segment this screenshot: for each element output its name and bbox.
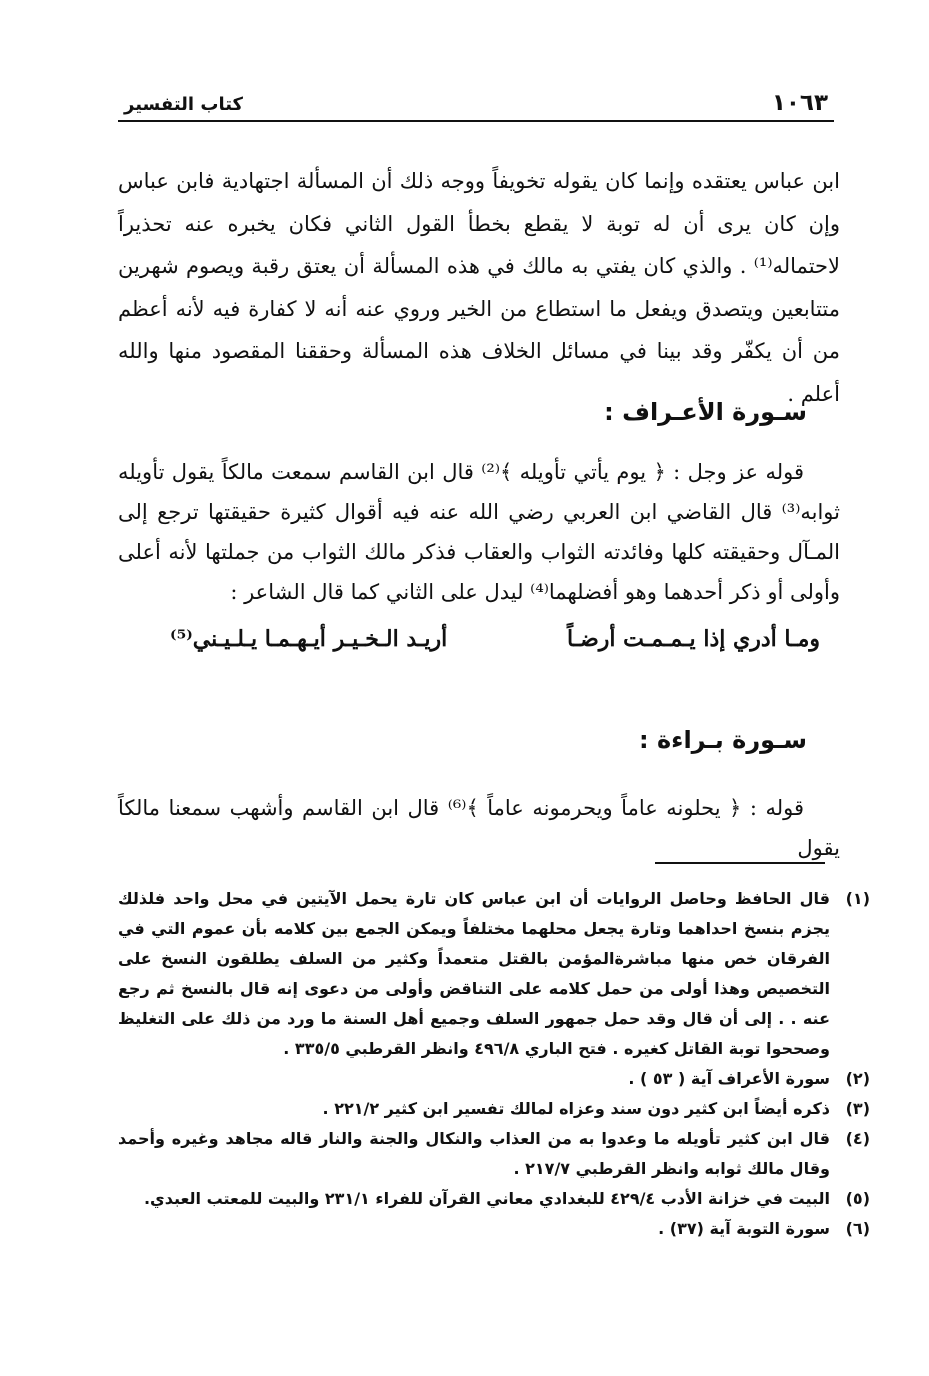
footnote-number: (٥) — [845, 1189, 870, 1208]
footnote-item — [118, 1064, 870, 1094]
baraa-paragraph-block — [118, 788, 840, 868]
verse-first-hemistich: ومـا أدري إذا يـمـمـت أرضـاً — [566, 626, 820, 652]
verse-second-hemistich: أريـد الـخـيـر أيـهـمـا يـلـيـني⁽⁵⁾ — [170, 626, 448, 652]
footnote-divider — [655, 862, 825, 864]
baraa-paragraph: قوله : ﴿ يحلونه عاماً ويحرمونه عاماً ﴾⁽⁶⁾ قال ابن القاسم وأشهب سمعنا مالكاً يقول — [118, 796, 840, 860]
footnote-text: ذكره أيضاً ابن كثير دون سند وعزاه لمالك تفسير ابن كثير ٢٢١/٢ . — [322, 1099, 830, 1118]
footnote-text: سورة الأعراف آية ( ٥٣ ) . — [628, 1069, 830, 1088]
aaraf-paragraph: قوله عز وجل : ﴿ يوم يأتي تأويله ﴾⁽²⁾ قال ابن القاسم سمعت مالكاً يقول تأويله ثوابه⁽³⁾ قال القاضي ابن العربي رضي الله عنه فيه أقوال كثيرة حقيقتها ترجع إلى المـآل وحقيقته كلها وفائدته الثواب والعقاب فذكر مالك الثواب من جملتها لأنه أعلى وأولى أو ذكر أحدهما وهو أفضلهما⁽⁴⁾ ليدل على الثاني كما قال الشاعر : — [118, 460, 840, 604]
footnote-number: (٤) — [845, 1129, 870, 1148]
section-heading-baraa: سـورة بـراءة : — [639, 726, 807, 754]
page-number: ١٠٦٣ — [771, 90, 828, 116]
footnote-item — [118, 1184, 870, 1214]
footnote-number: (٦) — [845, 1219, 870, 1238]
footnote-item — [118, 884, 870, 1064]
footnote-text: قال الحافظ وحاصل الروايات أن ابن عباس كان تارة يحمل الآيتين في محل واحد فلذلك يجزم بنسخ احداهما وتارة يجعل محلهما مختلفاً ويمكن الجمع بين كلامه بأن عموم التي في الفرقان خص منها مباشرةالمؤمن بالقتل متعمداً وكثير من السلف يطلقون النسخ على التخصيص وهذا أولى من حمل كلامه على التناقض وأولى من دعوى إنه قال بالنسخ ثم رجع عنه . . إلى أن قال وقد حمل جمهور السلف وجميع أهل السنة ما ورد من ذلك على التغليظ وصححوا توبة القاتل كغيره . فتح الباري ٤٩٦/٨ وانظر القرطبي ٣٣٥/٥ . — [118, 889, 830, 1058]
footnotes — [118, 884, 870, 1244]
footnote-number: (١) — [845, 889, 870, 908]
footnote-item — [118, 1094, 870, 1124]
running-title: كتاب التفسير — [124, 94, 244, 115]
poetry-verse — [170, 620, 820, 664]
intro-paragraph-block — [118, 160, 840, 415]
footnote-text: البيت في خزانة الأدب ٤٢٩/٤ للبغدادي معاني القرآن للفراء ٢٣١/١ والبيت للمعتب العبدي. — [143, 1189, 830, 1208]
intro-paragraph: ابن عباس يعتقده وإنما كان يقوله تخويفاً ووجه ذلك أن المسألة اجتهادية فابن عباس وإن كان يرى أن له توبة لا يقطع بخطأ القول الثاني فكان يخبره عنه تحذيراً لاحتماله⁽¹⁾ . والذي كان يفتي به مالك في هذه المسألة أن يعتق رقبة ويصوم شهرين متتابعين ويتصدق ويفعل ما استطاع من الخير وروي عنه أنه لا كفارة فيه لأنه أعظم من أن يكفّر وقد بينا في مسائل الخلاف هذه المسألة وحققنا المقصود منها والله أعلم . — [118, 169, 840, 406]
aaraf-paragraph-block — [118, 452, 840, 612]
page-header — [118, 88, 834, 122]
footnote-item — [118, 1124, 870, 1184]
footnote-number: (٣) — [845, 1099, 870, 1118]
footnote-number: (٢) — [845, 1069, 870, 1088]
footnote-text: قال ابن كثير تأويله ما وعدوا به من العذاب والنكال والجنة والنار قاله مجاهد وغيره وأحمد وقال مالك ثوابه وانظر القرطبي ٢١٧/٧ . — [118, 1129, 830, 1178]
footnote-item — [118, 1214, 870, 1244]
section-heading-aaraf: سـورة الأعـراف : — [604, 398, 807, 426]
footnote-text: سورة التوبة آية (٣٧) . — [658, 1219, 830, 1238]
